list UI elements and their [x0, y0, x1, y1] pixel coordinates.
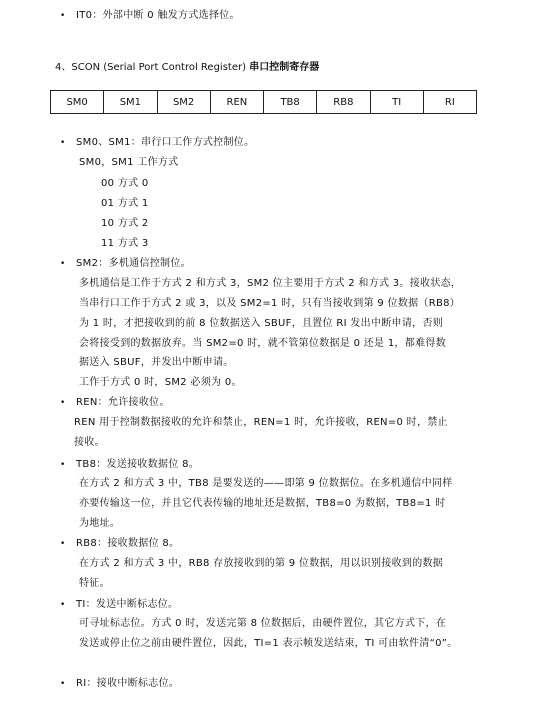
sm2-line-4: 会将接受到的数据放弃。当 SM2=0 时，就不管第位数据是 0 还是 1，都难得数	[79, 338, 446, 349]
rb8-line-2: 特征。	[79, 578, 110, 589]
register-bit-ri: RI	[423, 91, 476, 114]
sm01-mode-2: 10 方式 2	[101, 218, 149, 229]
sm01-mode-3: 11 方式 3	[101, 238, 149, 249]
sm2-line-2: 当串行口工作于方式 2 或 3，以及 SM2=1 时，只有当接收到第 9 位数据（RB8）	[79, 298, 461, 309]
sm01-title: SM0、SM1：串行口工作方式控制位。	[76, 137, 255, 148]
ren-title: REN：允许接收位。	[76, 397, 170, 408]
ri-title: RI：接收中断标志位。	[76, 678, 180, 689]
tb8-title: TB8：发送接收数据位 8。	[76, 459, 200, 470]
ren-line-1: REN 用于控制数据接收的允许和禁止，REN=1 时，允许接收，REN=0 时，禁止	[74, 417, 448, 428]
register-bit-sm1: SM1	[104, 91, 157, 114]
it0-description: IT0：外部中断 0 触发方式选择位。	[76, 10, 240, 21]
tb8-line-2: 亦要传输这一位，并且它代表传输的地址还是数据，TB8=0 为数据，TB8=1 时	[79, 498, 446, 509]
ti-line-1: 可寻址标志位。方式 0 时，发送完第 8 位数据后，由硬件置位，其它方式下，在	[79, 618, 447, 629]
rb8-line-1: 在方式 2 和方式 3 中，RB8 存放接收到的第 9 位数据，用以识别接收到的数据	[79, 558, 444, 569]
tb8-line-3: 为地址。	[79, 518, 121, 529]
bullet-sm2: •	[60, 259, 66, 269]
bullet-ren: •	[60, 398, 66, 408]
bullet-rb8: •	[60, 539, 66, 549]
scon-heading-prefix: 4、SCON (Serial Port Control Register)	[55, 62, 247, 73]
sm2-line-1: 多机通信是工作于方式 2 和方式 3，SM2 位主要用于方式 2 和方式 3。接收状态，	[79, 278, 462, 289]
bullet-ti: •	[60, 600, 66, 610]
ren-line-2: 接收。	[74, 437, 105, 448]
scon-register-table	[50, 90, 477, 114]
bullet-sm01: •	[60, 138, 66, 148]
register-bit-rb8: RB8	[317, 91, 370, 114]
sm2-line-6: 工作于方式 0 时，SM2 必须为 0。	[79, 377, 242, 388]
rb8-title: RB8：接收数据位 8。	[76, 538, 180, 549]
register-bit-tb8: TB8	[264, 91, 317, 114]
bullet-tb8: •	[60, 460, 66, 470]
register-bit-sm2: SM2	[157, 91, 210, 114]
register-bit-ti: TI	[370, 91, 423, 114]
bullet-it0: •	[60, 11, 66, 21]
sm2-line-3: 为 1 时，才把接收到的前 8 位数据送入 SBUF，且置位 RI 发出中断申请，否则	[79, 318, 444, 329]
bullet-ri: •	[60, 679, 66, 689]
register-row	[51, 91, 477, 114]
scon-heading	[55, 61, 319, 75]
register-bit-ren: REN	[210, 91, 263, 114]
register-bit-sm0: SM0	[51, 91, 104, 114]
sm2-line-5: 据送入 SBUF，并发出中断申请。	[79, 357, 234, 368]
tb8-line-1: 在方式 2 和方式 3 中，TB8 是要发送的——即第 9 位数据位。在多机通信中同样	[79, 478, 453, 489]
sm01-mode-0: 00 方式 0	[101, 178, 149, 189]
ti-line-2: 发送或停止位之前由硬件置位，因此，TI=1 表示帧发送结束，TI 可由软件清“0”。	[79, 638, 458, 649]
ti-title: TI：发送中断标志位。	[76, 599, 179, 610]
sm01-subtitle: SM0，SM1 工作方式	[79, 157, 179, 168]
sm2-title: SM2：多机通信控制位。	[76, 258, 191, 269]
sm01-mode-1: 01 方式 1	[101, 198, 149, 209]
scon-heading-title: 串口控制寄存器	[249, 62, 320, 73]
